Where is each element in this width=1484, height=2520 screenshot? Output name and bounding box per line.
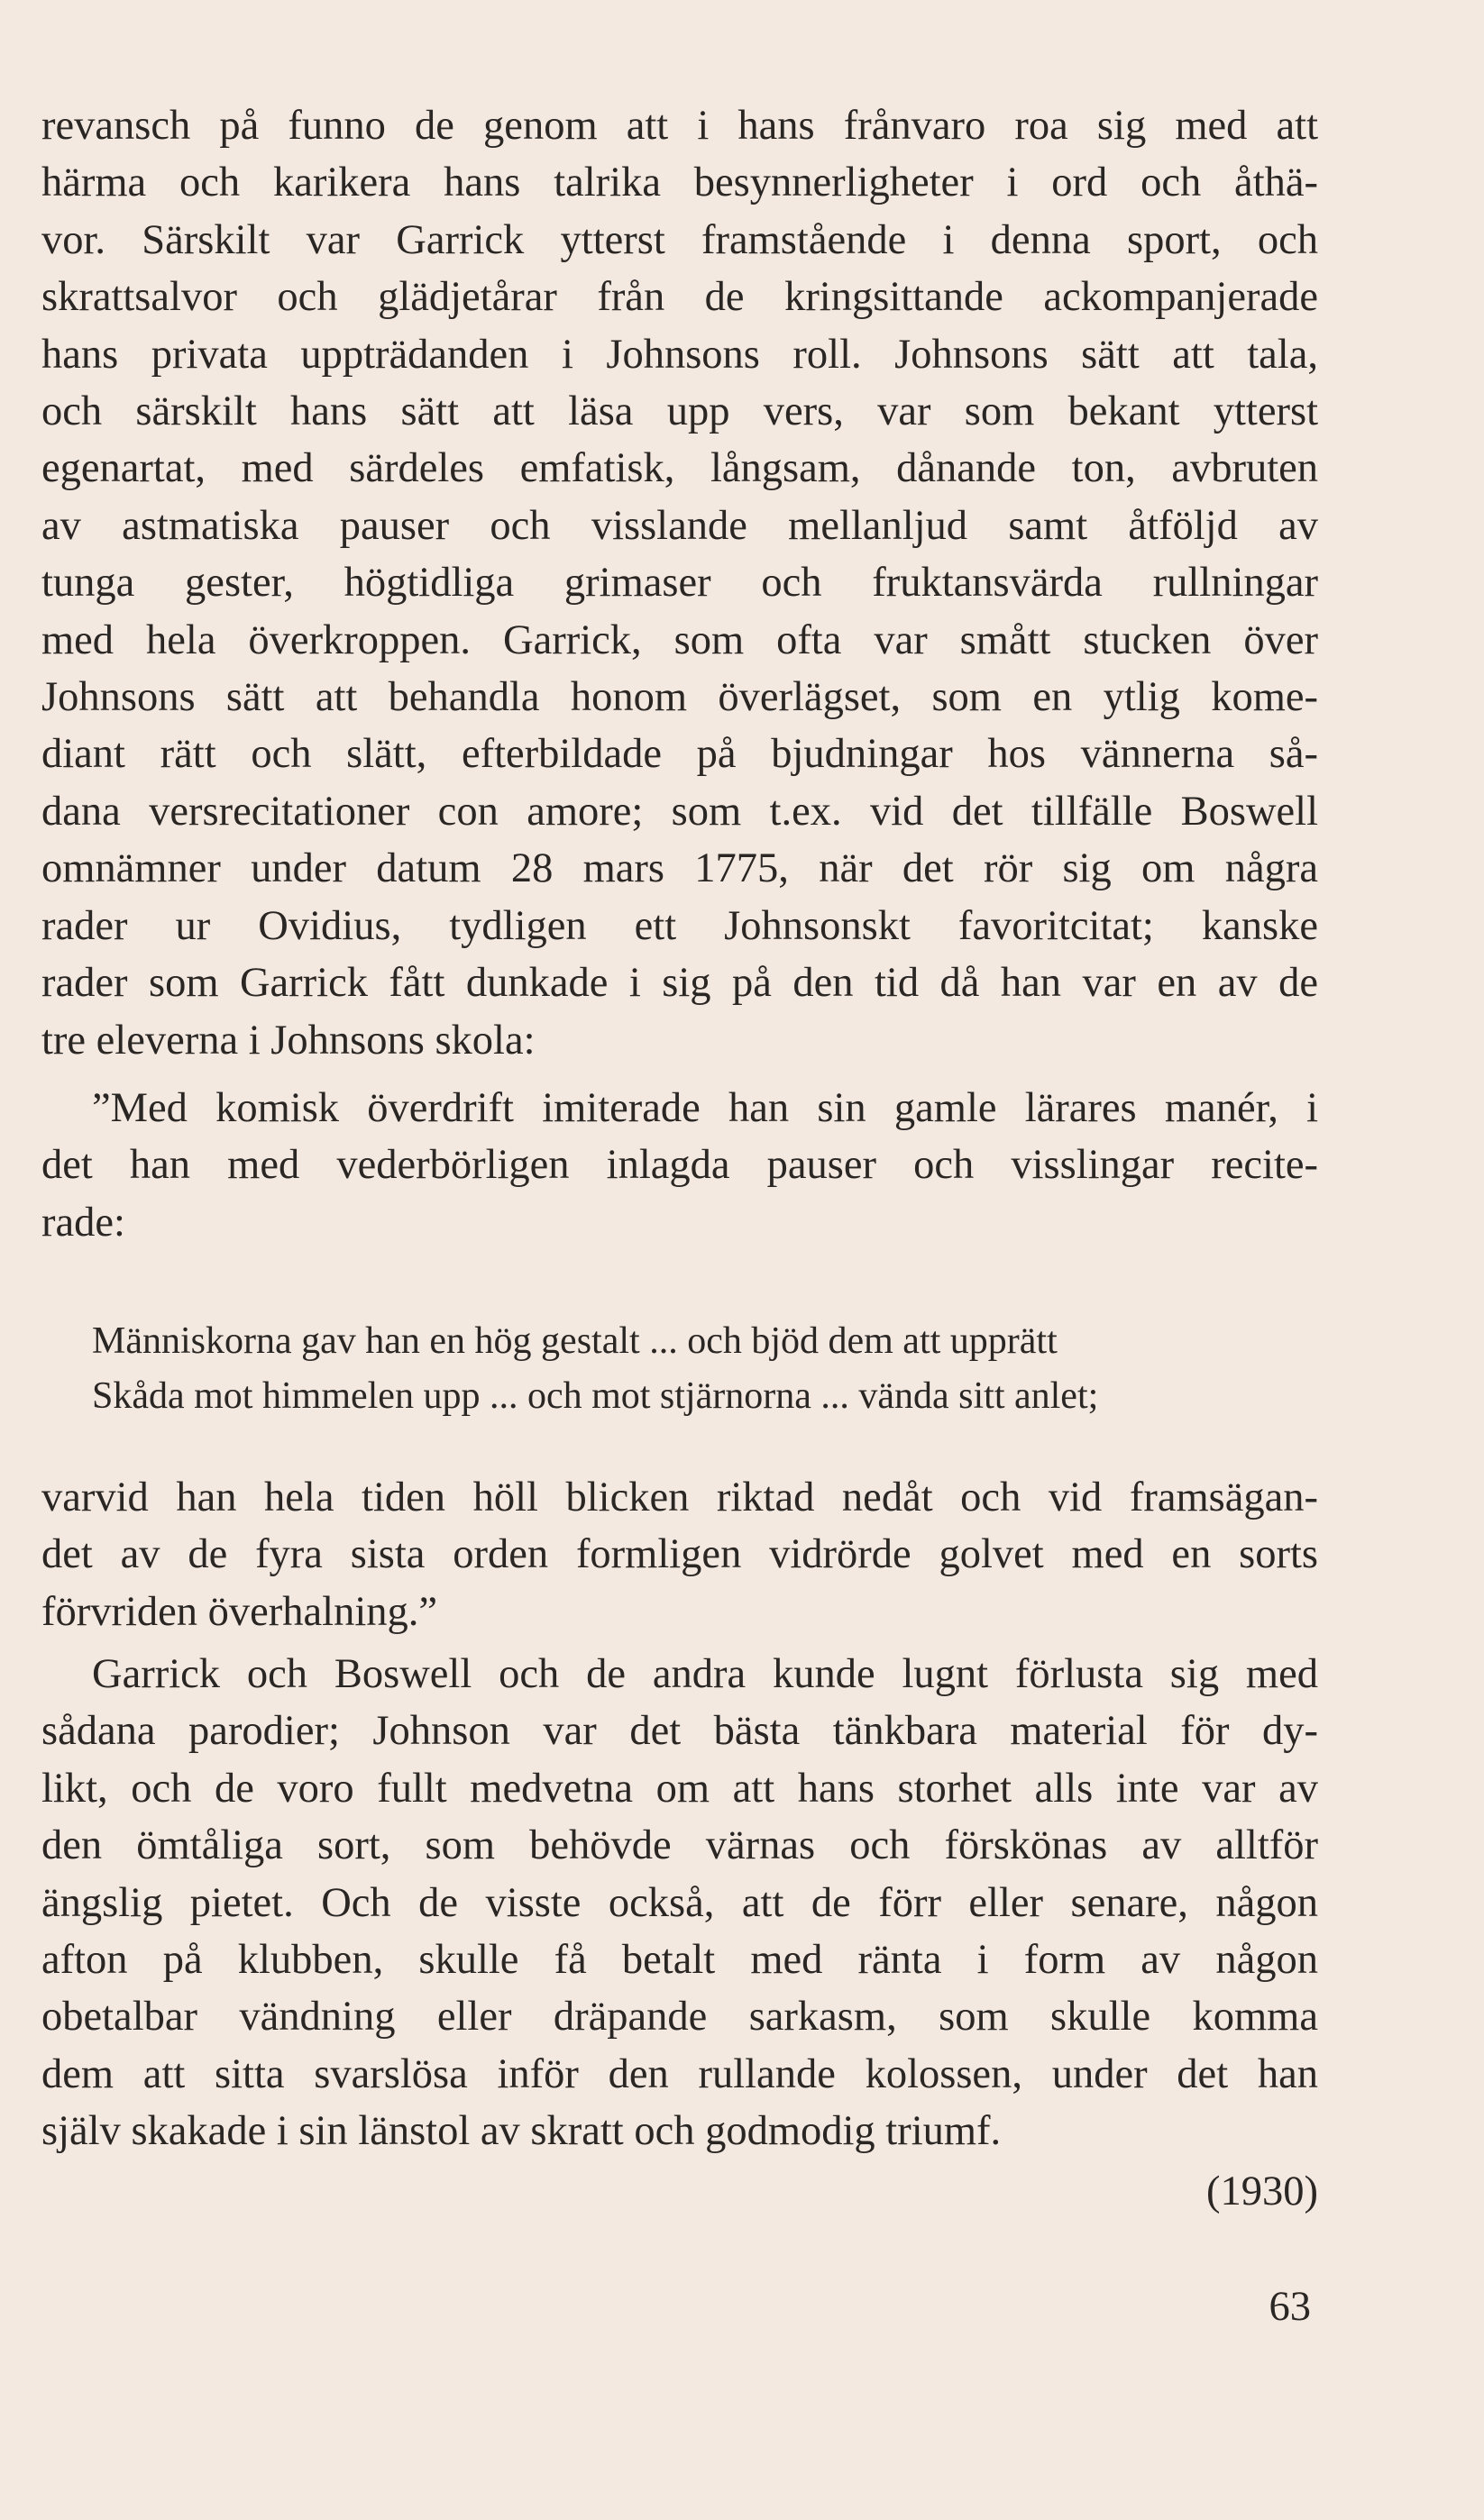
paragraph-4 [41,1646,1318,2160]
text-line: dana versrecitationer con amore; som t.ex. vid det tillfälle Boswell [41,788,1318,835]
text-line: varvid han hela tiden höll blicken riktad nedåt och vid framsägan- [41,1475,1318,1520]
text-line: det av de fyra sista orden formligen vidrörde golvet med en sorts [41,1531,1318,1578]
verse-line: Människorna gav han en hög gestalt ... och bjöd dem att upprätt [92,1320,1058,1362]
text-line: rader ur Ovidius, tydligen ett Johnsonskt favoritcitat; kanske [41,902,1318,949]
text-line: egenartat, med särdeles emfatisk, långsam, dånande ton, avbruten [41,445,1318,492]
text-line: afton på klubben, skulle få betalt med ränta i form av någon [41,1937,1318,1984]
text-line: av astmatiska pauser och visslande mellanljud samt åtföljd av [41,502,1318,549]
essay-year: (1930) [1206,2168,1318,2214]
text-line: tre eleverna i Johnsons skola: [41,1017,536,1064]
page-number: 63 [1269,2284,1311,2330]
verse-quote [92,1314,1098,1424]
text-line: skrattsalvor och glädjetårar från de kringsittande ackompanjerade [41,274,1318,321]
text-line: Johnsons sätt att behandla honom överlägset, som en ytlig kome- [41,674,1318,721]
text-line: rader som Garrick fått dunkade i sig på den tid då han var en av de [41,960,1318,1007]
text-line: vor. Särskilt var Garrick ytterst framstående i denna sport, och [41,216,1318,263]
text-line: och särskilt hans sätt att läsa upp vers, var som bekant ytterst [41,388,1318,435]
text-line: hans privata uppträdanden i Johnsons roll. Johnsons sätt att tala, [41,331,1318,378]
text-line: sådana parodier; Johnson var det bästa tänkbara material för dy- [41,1708,1318,1755]
text-line: förvriden överhalning.” [41,1588,438,1635]
text-line: ”Med komisk överdrift imiterade han sin gamle lärares manér, i [92,1085,1318,1131]
text-line: Garrick och Boswell och de andra kunde lugnt förlusta sig med [92,1651,1318,1697]
text-line: dem att sitta svarslösa inför den rullande kolossen, under det han [41,2050,1318,2097]
text-line: själv skakade i sin länstol av skratt och godmodig triumf. [41,2108,1002,2155]
paragraph-2 [41,1080,1318,1251]
text-line: revansch på funno de genom att i hans frånvaro roa sig med att [41,103,1318,149]
paragraph-1 [41,97,1318,1069]
paragraph-3 [41,1469,1318,1640]
text-line: omnämner under datum 28 mars 1775, när det rör sig om några [41,845,1318,892]
verse-line: Skåda mot himmelen upp ... och mot stjärnorna ... vända sitt anlet; [92,1375,1099,1417]
text-line: obetalbar vändning eller dräpande sarkasm, som skulle komma [41,1994,1318,2041]
text-line: ängslig pietet. Och de visste också, att de förr eller senare, någon [41,1879,1318,1926]
text-line: likt, och de voro fullt medvetna om att hans storhet alls inte var av [41,1765,1318,1812]
text-line: den ömtåliga sort, som behövde värnas och förskönas av alltför [41,1822,1318,1869]
text-line: rade: [41,1199,125,1246]
text-line: härma och karikera hans talrika besynnerligheter i ord och åthä- [41,160,1318,206]
text-line: diant rätt och slätt, efterbildade på bjudningar hos vännerna så- [41,731,1318,778]
text-line: tunga gester, högtidliga grimaser och fruktansvärda rullningar [41,560,1318,607]
text-line: med hela överkroppen. Garrick, som ofta var smått stucken över [41,616,1318,663]
text-line: det han med vederbörligen inlagda pauser och visslingar recite- [41,1142,1318,1189]
